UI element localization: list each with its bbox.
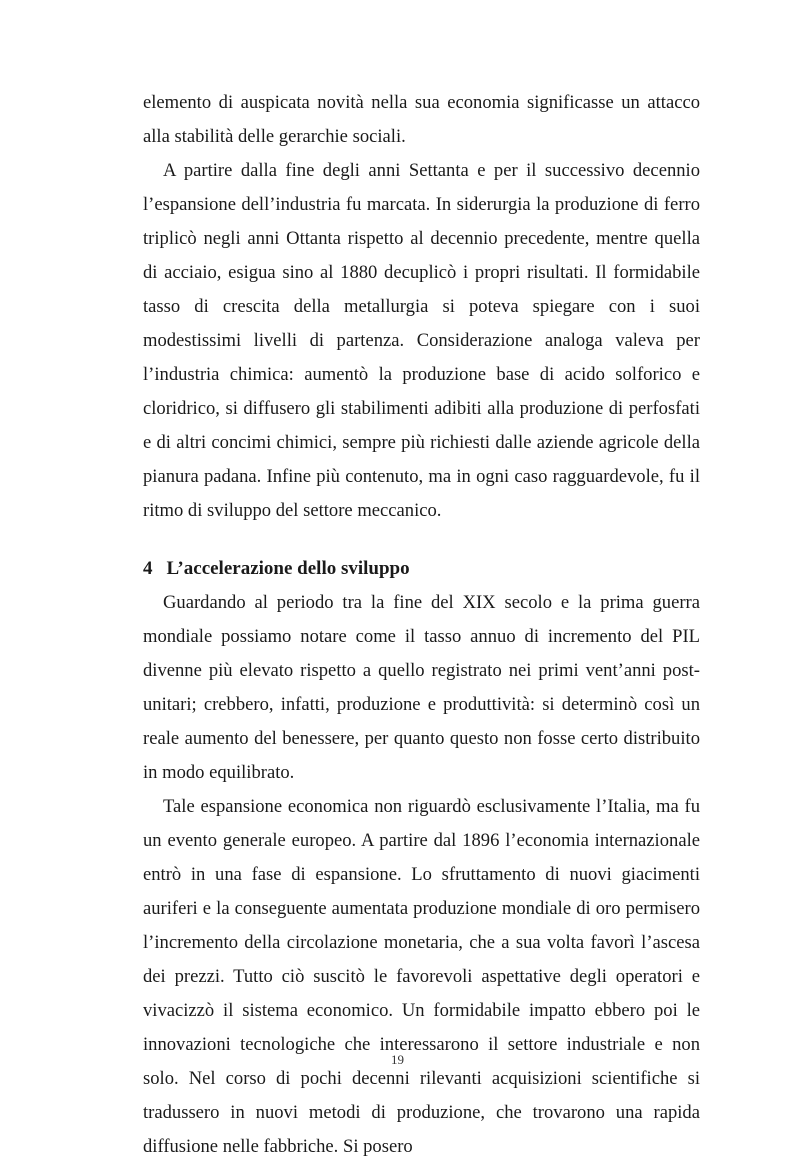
page-body — [143, 86, 700, 1164]
paragraph-continued: elemento di auspicata novità nella sua economia significasse un attacco alla stabilità delle gerarchie sociali. — [143, 92, 700, 147]
paragraph-industrial-expansion: A partire dalla fine degli anni Settanta e per il successivo decennio l’espansione dell’industria fu marcata. In siderurgia la produzione di ferro triplicò negli anni Ottanta rispetto al decennio precedente, mentre quella di acciaio, esigua sino al 1880 decuplicò i propri risultati. Il formidabile tasso di crescita della metallurgia si poteva spiegare con i suoi modestissimi livelli di partenza. Considerazione analoga valeva per l’industria chimica: aumentò la produzione base di acido solforico e cloridrico, si diffusero gli stabilimenti adibiti alla produzione di perfosfati e di altri concimi chimici, sempre più richiesti dalle aziende agricole della pianura padana. Infine più contenuto, ma in ogni caso ragguardevole, fu il ritmo di sviluppo del settore meccanico. — [143, 160, 700, 521]
section-number: 4 — [143, 558, 153, 579]
section-title: L’accelerazione dello sviluppo — [166, 558, 410, 579]
paragraph-pil-growth: Guardando al periodo tra la fine del XIX secolo e la prima guerra mondiale possiamo notare come il tasso annuo di incremento del PIL divenne più elevato rispetto a quello registrato nei primi vent’anni post-unitari; crebbero, infatti, produzione e produttività: si determinò così un reale aumento del benessere, per quanto questo non fosse certo distribuito in modo equilibrato. — [143, 592, 700, 783]
paragraph-european-expansion: Tale espansione economica non riguardò esclusivamente l’Italia, ma fu un evento generale europeo. A partire dal 1896 l’economia internazionale entrò in una fase di espansione. Lo sfruttamento di nuovi giacimenti auriferi e la conseguente aumentata produzione mondiale di oro permisero l’incremento della circolazione monetaria, che a sua volta favorì l’ascesa dei prezzi. Tutto ciò suscitò le favorevoli aspettative degli operatori e vivacizzò il sistema economico. Un formidabile impatto ebbero poi le innovazioni tecnologiche che interessarono il settore industriale e non solo. Nel corso di pochi decenni rilevanti acquisizioni scientifiche si tradussero in nuovi metodi di produzione, che trovarono una rapida diffusione nelle fabbriche. Si posero — [143, 796, 700, 1157]
page-number: 19 — [391, 1052, 404, 1067]
section-heading — [143, 552, 700, 586]
